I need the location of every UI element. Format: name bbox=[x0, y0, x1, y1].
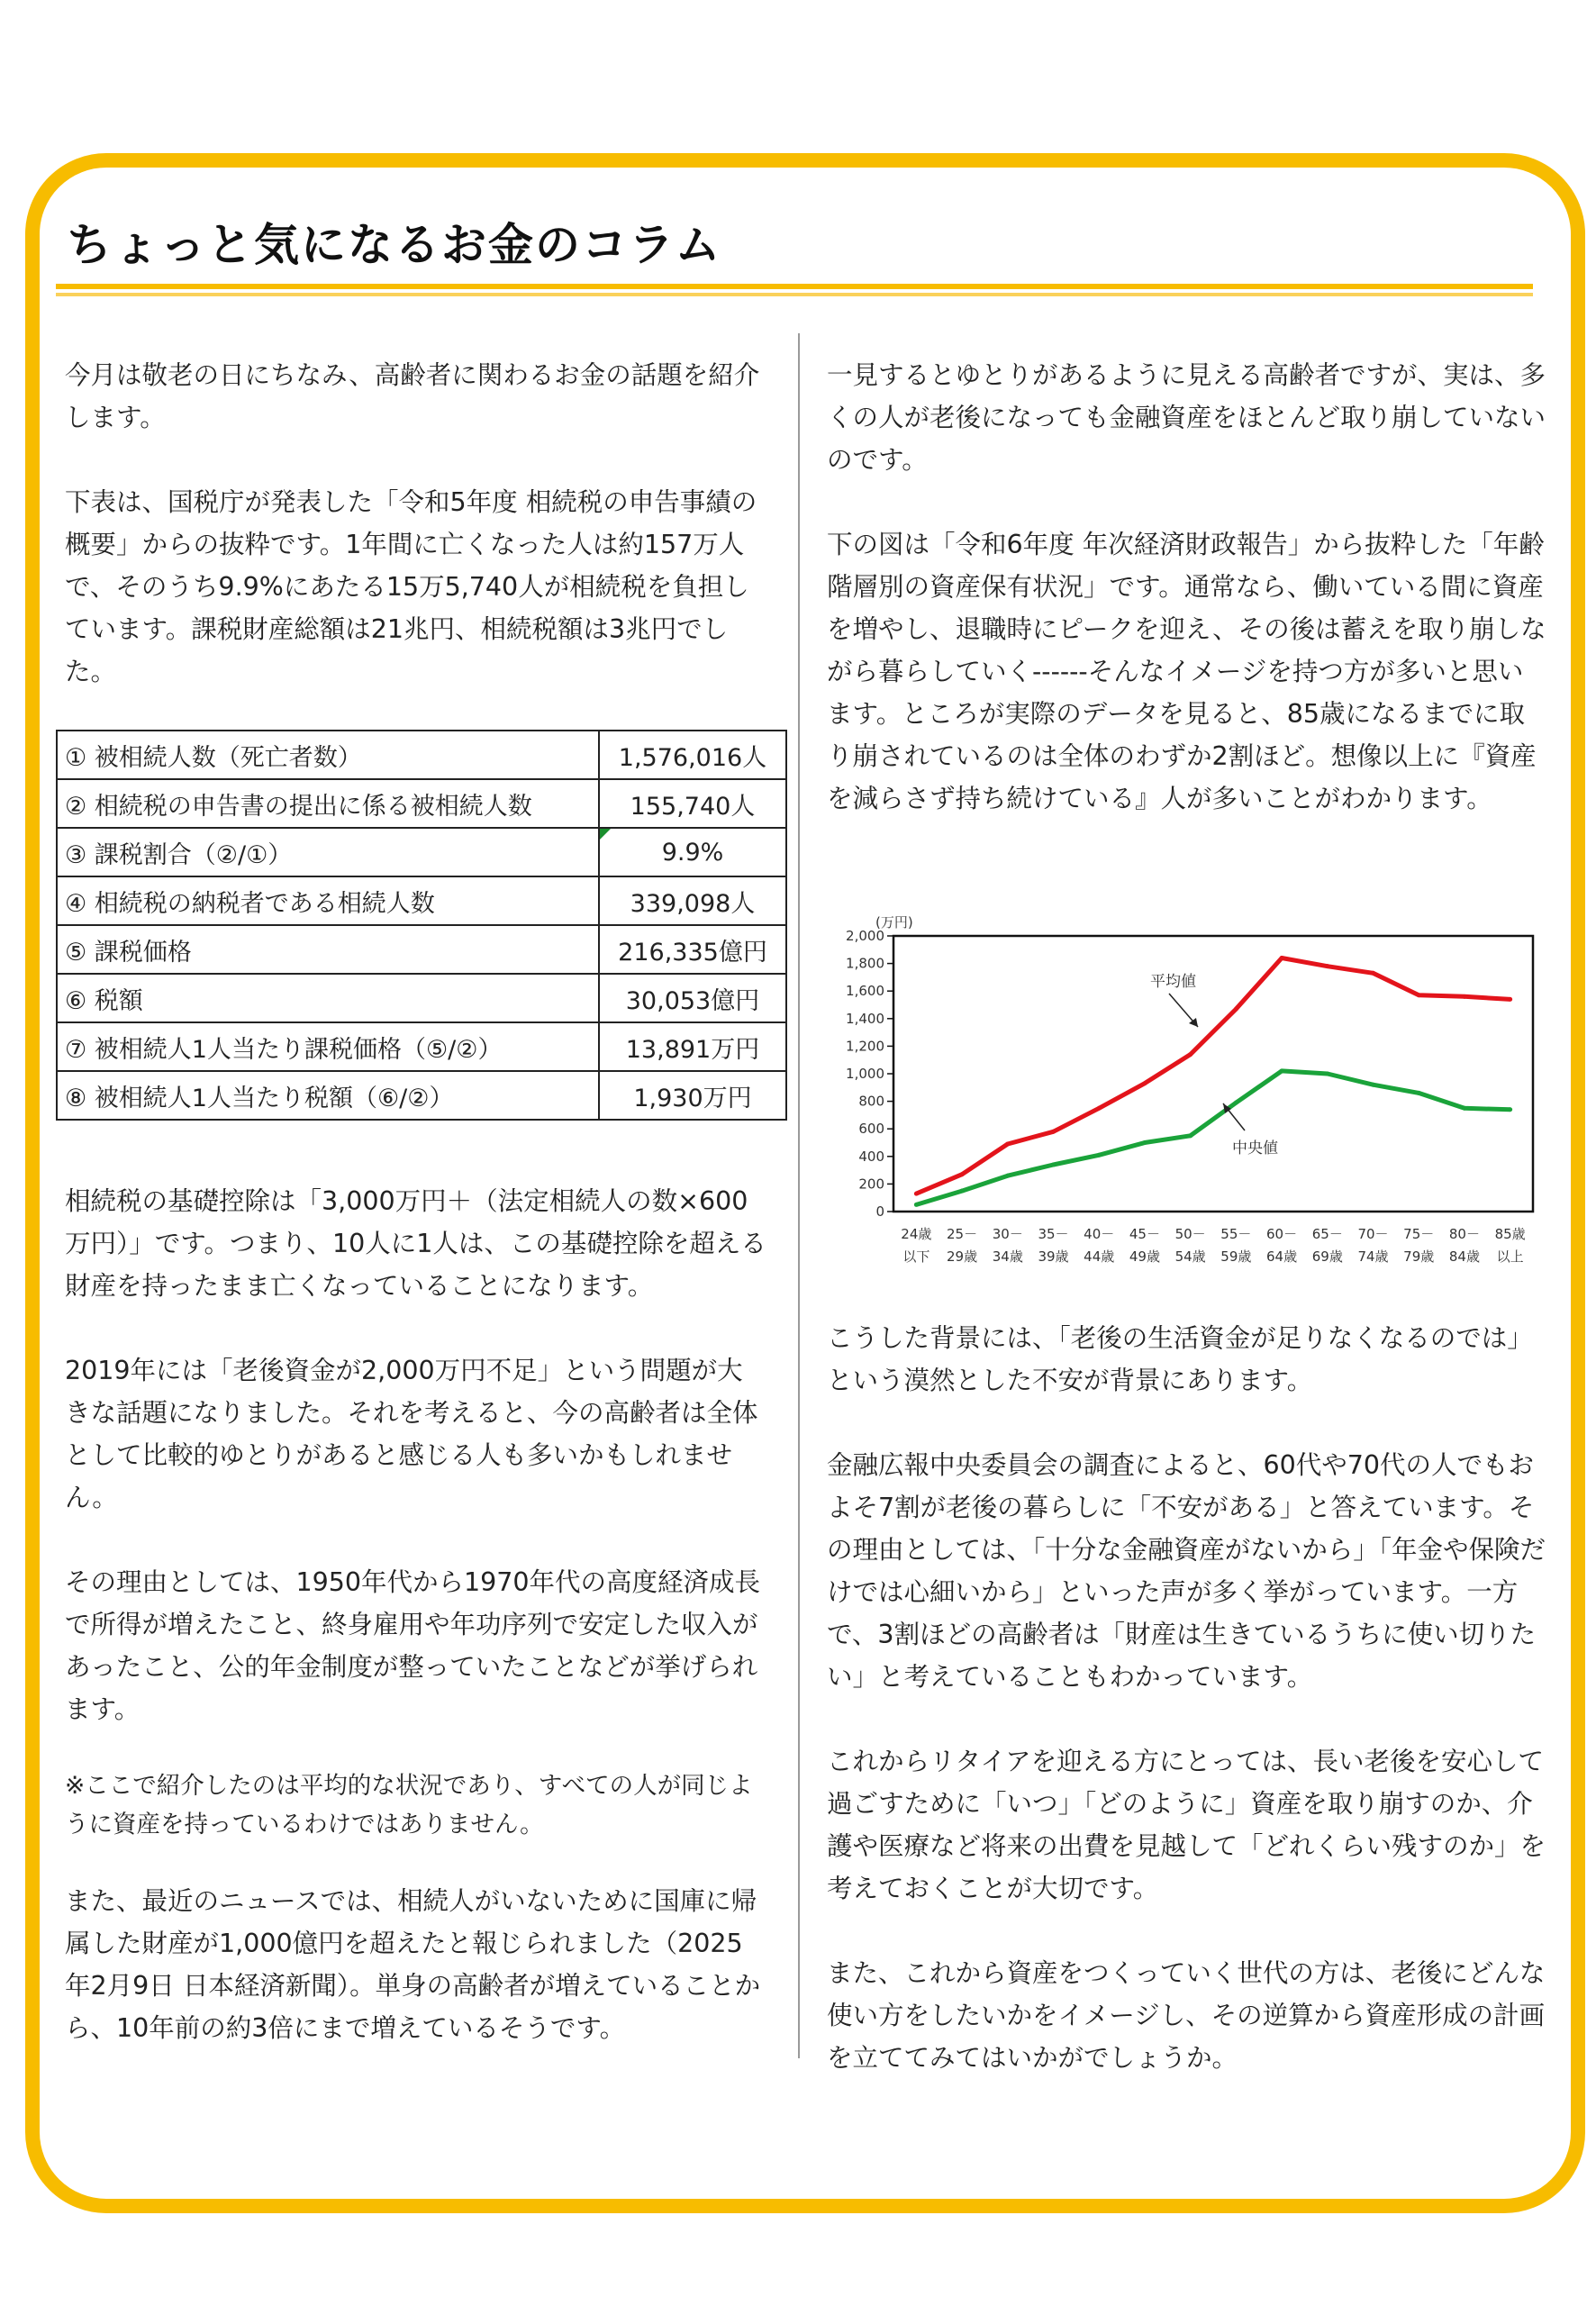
note-paragraph: ※ここで紹介したのは平均的な状況であり、すべての人が同じように資産を持っているわけではありません。 bbox=[65, 1772, 753, 1838]
x-tick-label-sub: 79歳 bbox=[1403, 1248, 1435, 1265]
table-row-value: 1,930万円 bbox=[599, 1071, 786, 1120]
median-point bbox=[914, 1203, 919, 1207]
plot-frame bbox=[893, 936, 1533, 1212]
x-tick-label-sub: 39歳 bbox=[1038, 1248, 1069, 1265]
x-tick-label: 55－ bbox=[1220, 1226, 1252, 1242]
x-tick-label: 60－ bbox=[1266, 1226, 1298, 1242]
table-row bbox=[57, 1022, 786, 1071]
x-tick-label: 40－ bbox=[1084, 1226, 1115, 1242]
median-point bbox=[1280, 1068, 1284, 1073]
y-tick-label: 1,400 bbox=[846, 1010, 884, 1027]
table-row-label: ③ 課税割合（②/①） bbox=[57, 828, 599, 876]
x-tick-label: 85歳 bbox=[1494, 1226, 1526, 1242]
title-underline bbox=[56, 284, 1533, 289]
median-point bbox=[960, 1189, 965, 1194]
x-tick-label: 45－ bbox=[1129, 1226, 1160, 1242]
right-bottom bbox=[827, 1317, 1547, 2079]
x-tick-label-sub: 54歳 bbox=[1174, 1248, 1206, 1265]
mean-point bbox=[1234, 1007, 1238, 1012]
x-tick-label-sub: 49歳 bbox=[1129, 1248, 1160, 1265]
reason-paragraph: その理由としては、1950年代から1970年代の高度経済成長で所得が増えたこと、終身雇用や年功序列で安定した収入があったこと、公的年金制度が整っていたことなどが挙げられます。 bbox=[65, 1567, 761, 1724]
x-tick-label-sub: 以下 bbox=[902, 1248, 930, 1265]
intro-paragraph: 今月は敬老の日にちなみ、高齢者に関わるお金の話題を紹介します。 bbox=[65, 360, 760, 432]
table-row-label: ⑦ 被相続人1人当たり課税価格（⑤/②） bbox=[57, 1022, 599, 1071]
mean-point bbox=[1325, 964, 1329, 968]
x-axis bbox=[901, 1226, 1525, 1265]
median-point bbox=[1325, 1072, 1329, 1076]
y-tick-label: 1,000 bbox=[846, 1066, 884, 1082]
asset-holding-chart bbox=[811, 905, 1554, 1293]
chart-intro-paragraph: 下の図は「令和6年度 年次経済財政報告」から抜粋した「年齢階層別の資産保有状況」です。通常なら、働いている間に資産を増やし、退職時にピークを迎え、その後は蓄えを取り崩しながら暮らしていく------そんなイメージを持つ方が多いと思います。ところが実際のデータを見ると、85歳になるまでに取り崩されているのは全体のわずか2割ほど。想像以上に『資産を減らさず持ち続けている』人が多いことがわかります。 bbox=[827, 530, 1546, 813]
x-tick-label-sub: 29歳 bbox=[947, 1248, 978, 1265]
mean-point bbox=[960, 1172, 965, 1176]
x-tick-label: 25－ bbox=[947, 1226, 978, 1242]
median-point bbox=[1234, 1101, 1238, 1105]
median-point bbox=[1097, 1153, 1102, 1158]
tax-summary-paragraph: 下表は、国税庁が発表した「令和5年度 相続税の申告事績の概要」からの抜粋です。1年間に亡くなった人は約157万人で、そのうち9.9%にあたる15万5,740人が相続税を負担しています。課税財産総額は21兆円、相続税額は3兆円でした。 bbox=[65, 487, 757, 686]
title-underline-secondary bbox=[56, 293, 1533, 296]
table-row bbox=[57, 731, 786, 779]
x-tick-label: 70－ bbox=[1357, 1226, 1389, 1242]
x-tick-label-sub: 以上 bbox=[1496, 1248, 1524, 1265]
table-row bbox=[57, 925, 786, 974]
x-tick-label: 50－ bbox=[1174, 1226, 1206, 1242]
mean-point bbox=[1005, 1142, 1010, 1147]
mean-point bbox=[1462, 994, 1466, 999]
y-tick-label: 400 bbox=[858, 1148, 884, 1165]
x-tick-label-sub: 69歳 bbox=[1311, 1248, 1343, 1265]
anxiety-paragraph: こうした背景には、「老後の生活資金が足りなくなるのでは」という漠然とした不安が背景にあります。 bbox=[827, 1323, 1533, 1395]
table-row-label: ② 相続税の申告書の提出に係る被相続人数 bbox=[57, 779, 599, 828]
median-point bbox=[1508, 1107, 1512, 1112]
y-tick-label: 2,000 bbox=[846, 928, 884, 944]
table-row bbox=[57, 828, 786, 876]
table-row-value-text: 9.9% bbox=[661, 838, 724, 867]
table-row bbox=[57, 1071, 786, 1120]
table-row-label: ④ 相続税の納税者である相続人数 bbox=[57, 876, 599, 925]
x-tick-label: 75－ bbox=[1403, 1226, 1435, 1242]
x-tick-label: 35－ bbox=[1038, 1226, 1069, 1242]
basic-deduction-paragraph: 相続税の基礎控除は「3,000万円＋（法定相続人の数×600万円）」です。つまり、10人に1人は、この基礎控除を超える財産を持ったまま亡くなっていることになります。 bbox=[65, 1186, 766, 1301]
table-row-value bbox=[599, 828, 786, 876]
x-tick-label-sub: 74歳 bbox=[1357, 1248, 1389, 1265]
chart-unit-label: (万円) bbox=[875, 914, 913, 931]
y-tick-label: 600 bbox=[858, 1121, 884, 1138]
table-row-value: 339,098人 bbox=[599, 876, 786, 925]
x-tick-label: 80－ bbox=[1448, 1226, 1480, 1242]
left-intro bbox=[65, 354, 767, 693]
median-point bbox=[1417, 1091, 1421, 1095]
survey-paragraph: 金融広報中央委員会の調査によると、60代や70代の人でもおよそ7割が老後の暮らしに「不安がある」と答えています。その理由としては、「十分な金融資産がないから」「年金や保険だけでは心細いから」といった声が多く挙がっています。一方で、3割ほどの高齢者は「財産は生きているうちに使い切りたい」と考えていることもわかっています。 bbox=[827, 1450, 1546, 1692]
table-row-label: ⑥ 税額 bbox=[57, 974, 599, 1022]
x-tick-label: 65－ bbox=[1311, 1226, 1343, 1242]
x-tick-label-sub: 84歳 bbox=[1448, 1248, 1480, 1265]
x-tick-label-sub: 59歳 bbox=[1220, 1248, 1252, 1265]
median-point bbox=[1142, 1140, 1147, 1145]
x-tick-label-sub: 44歳 bbox=[1084, 1248, 1115, 1265]
y-axis bbox=[846, 928, 893, 1220]
x-tick-label-sub: 34歳 bbox=[992, 1248, 1023, 1265]
mean-point bbox=[1188, 1052, 1192, 1057]
mean-point bbox=[1417, 993, 1421, 997]
mean-label: 平均値 bbox=[1150, 973, 1196, 991]
median-label: 中央値 bbox=[1232, 1139, 1278, 1158]
mean-point bbox=[1097, 1106, 1102, 1111]
y-tick-label: 1,600 bbox=[846, 983, 884, 1000]
asset-planning-paragraph: また、これから資産をつくっていく世代の方は、老後にどんな使い方をしたいかをイメージし、その逆算から資産形成の計画を立ててみてはいかがでしょうか。 bbox=[827, 1958, 1546, 2073]
table-row bbox=[57, 974, 786, 1022]
median-point bbox=[1051, 1162, 1056, 1167]
y-tick-label: 200 bbox=[858, 1176, 884, 1193]
y-tick-label: 800 bbox=[858, 1093, 884, 1110]
cell-marker-icon bbox=[600, 829, 611, 840]
retirement-shortfall-paragraph: 2019年には「老後資金が2,000万円不足」という問題が大きな話題になりました。それを考えると、今の高齢者は全体として比較的ゆとりがあると感じる人も多いかもしれません。 bbox=[65, 1356, 758, 1512]
mean-point bbox=[1371, 971, 1375, 976]
table-row-label: ⑤ 課税価格 bbox=[57, 925, 599, 974]
column-divider bbox=[798, 333, 800, 2058]
mean-point bbox=[914, 1192, 919, 1196]
retirement-advice-paragraph: これからリタイアを迎える方にとっては、長い老後を安心して過ごすために「いつ」「どのように」資産を取り崩すのか、介護や医療など将来の出費を見越して「どれくらい残すのか」を考えておくことが大切です。 bbox=[827, 1747, 1546, 1903]
table-row-value: 13,891万円 bbox=[599, 1022, 786, 1071]
table-row bbox=[57, 779, 786, 828]
median-point bbox=[1005, 1174, 1010, 1178]
mean-point bbox=[1051, 1130, 1056, 1134]
y-tick-label: 1,800 bbox=[846, 955, 884, 972]
table-row-value: 216,335億円 bbox=[599, 925, 786, 974]
table-row-value: 1,576,016人 bbox=[599, 731, 786, 779]
table-row bbox=[57, 876, 786, 925]
x-tick-label: 30－ bbox=[992, 1226, 1023, 1242]
median-point bbox=[1462, 1106, 1466, 1111]
table-row-label: ⑧ 被相続人1人当たり税額（⑥/②） bbox=[57, 1071, 599, 1120]
mean-point bbox=[1280, 956, 1284, 960]
y-tick-label: 0 bbox=[875, 1203, 884, 1220]
table-row-label: ① 被相続人数（死亡者数） bbox=[57, 731, 599, 779]
left-body bbox=[65, 1180, 767, 2049]
y-tick-label: 1,200 bbox=[846, 1038, 884, 1055]
assets-intro-paragraph: 一見するとゆとりがあるように見える高齢者ですが、実は、多くの人が老後になっても金融資産をほとんど取り崩していないのです。 bbox=[827, 360, 1546, 475]
table-row-value: 30,053億円 bbox=[599, 974, 786, 1022]
median-point bbox=[1188, 1133, 1192, 1138]
mean-point bbox=[1142, 1081, 1147, 1085]
right-top bbox=[827, 354, 1547, 820]
table-row-value: 155,740人 bbox=[599, 779, 786, 828]
news-paragraph: また、最近のニュースでは、相続人がいないために国庫に帰属した財産が1,000億円を超えたと報じられました（2025年2月9日 日本経済新聞）。単身の高齢者が増えていることから、10年前の約3倍にまで増えているそうです。 bbox=[65, 1886, 761, 2043]
x-tick-label-sub: 64歳 bbox=[1266, 1248, 1298, 1265]
x-tick-label: 24歳 bbox=[901, 1226, 932, 1242]
mean-point bbox=[1508, 997, 1512, 1002]
inheritance-tax-table bbox=[56, 730, 787, 1121]
page-title: ちょっと気になるお金のコラム bbox=[67, 219, 722, 271]
median-point bbox=[1371, 1083, 1375, 1087]
